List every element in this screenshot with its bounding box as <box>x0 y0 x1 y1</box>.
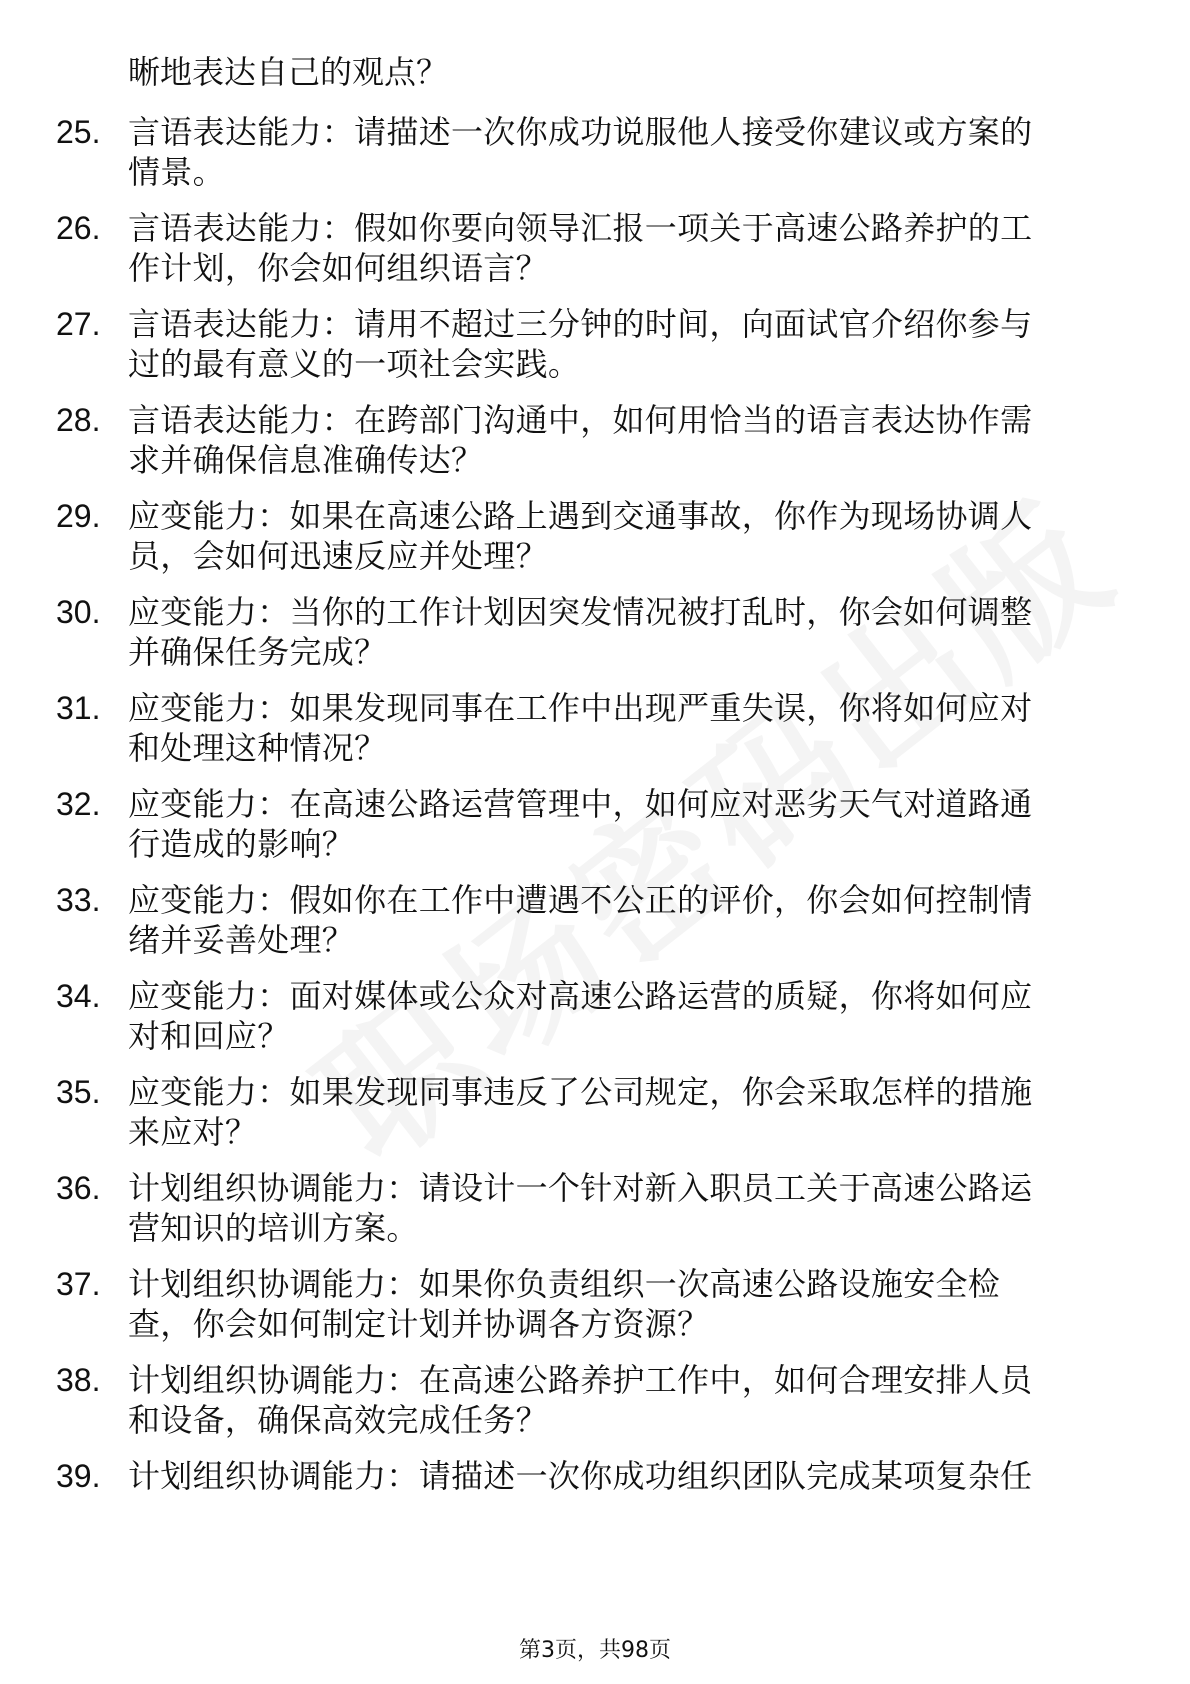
question-line: 和处理这种情况？ <box>128 729 387 767</box>
list-item <box>0 496 1190 580</box>
list-item <box>0 208 1190 292</box>
list-item <box>0 1360 1190 1444</box>
question-line: 计划组织协调能力：在高速公路养护工作中，如何合理安排人员 <box>128 1361 1033 1399</box>
question-number: 31. <box>56 690 101 726</box>
question-line: 和设备，确保高效完成任务？ <box>128 1401 548 1439</box>
question-text <box>128 784 1118 864</box>
list-item <box>0 880 1190 964</box>
question-number: 28. <box>56 402 101 438</box>
question-number: 29. <box>56 498 101 534</box>
question-text <box>128 112 1118 192</box>
question-line: 求并确保信息准确传达？ <box>128 441 484 479</box>
question-text <box>128 592 1118 672</box>
list-item <box>0 1264 1190 1348</box>
question-number: 25. <box>56 114 101 150</box>
question-line: 并确保任务完成？ <box>128 633 387 671</box>
question-line: 应变能力：面对媒体或公众对高速公路运营的质疑，你将如何应 <box>128 977 1033 1015</box>
question-number: 30. <box>56 594 101 630</box>
question-line: 绪并妥善处理？ <box>128 921 355 959</box>
question-text <box>128 1360 1118 1440</box>
question-text <box>128 496 1118 576</box>
question-line: 言语表达能力：在跨部门沟通中，如何用恰当的语言表达协作需 <box>128 401 1033 439</box>
question-number: 38. <box>56 1362 101 1398</box>
question-line: 情景。 <box>128 153 225 191</box>
question-number: 32. <box>56 786 101 822</box>
question-number: 26. <box>56 210 101 246</box>
continuation-text: 晰地表达自己的观点？ <box>128 53 449 91</box>
question-line: 应变能力：在高速公路运营管理中，如何应对恶劣天气对道路通 <box>128 785 1033 823</box>
question-line: 言语表达能力：请用不超过三分钟的时间，向面试官介绍你参与 <box>128 305 1033 343</box>
page-footer: 第3页，共98页 <box>519 1638 671 1663</box>
question-line: 应变能力：假如你在工作中遭遇不公正的评价，你会如何控制情 <box>128 881 1033 919</box>
question-line: 计划组织协调能力：请设计一个针对新入职员工关于高速公路运 <box>128 1169 1033 1207</box>
question-line: 营知识的培训方案。 <box>128 1209 419 1247</box>
list-item <box>0 688 1190 772</box>
question-text <box>128 880 1118 960</box>
list-item <box>0 400 1190 484</box>
question-text <box>128 400 1118 480</box>
question-line: 过的最有意义的一项社会实践。 <box>128 345 581 383</box>
list-item <box>0 1456 1190 1540</box>
question-line: 应变能力：当你的工作计划因突发情况被打乱时，你会如何调整 <box>128 593 1033 631</box>
question-number: 34. <box>56 978 101 1014</box>
question-line: 言语表达能力：请描述一次你成功说服他人接受你建议或方案的 <box>128 113 1033 151</box>
list-item <box>0 1072 1190 1156</box>
question-line: 应变能力：如果发现同事在工作中出现严重失误，你将如何应对 <box>128 689 1033 727</box>
list-item <box>0 304 1190 388</box>
question-line: 应变能力：如果在高速公路上遇到交通事故，你作为现场协调人 <box>128 497 1033 535</box>
question-line: 来应对？ <box>128 1113 258 1151</box>
list-item <box>0 784 1190 868</box>
question-line: 言语表达能力：假如你要向领导汇报一项关于高速公路养护的工 <box>128 209 1033 247</box>
question-text <box>128 1168 1118 1248</box>
question-number: 39. <box>56 1458 101 1494</box>
question-number: 36. <box>56 1170 101 1206</box>
question-line: 作计划，你会如何组织语言？ <box>128 249 548 287</box>
question-number: 27. <box>56 306 101 342</box>
question-line: 对和回应？ <box>128 1017 290 1055</box>
question-text <box>128 304 1118 384</box>
list-item <box>0 1168 1190 1252</box>
question-line: 计划组织协调能力：请描述一次你成功组织团队完成某项复杂任 <box>128 1457 1033 1495</box>
question-number: 33. <box>56 882 101 918</box>
list-item <box>0 112 1190 196</box>
question-number: 37. <box>56 1266 101 1302</box>
question-text <box>128 1456 1118 1496</box>
question-text <box>128 688 1118 768</box>
question-text <box>128 208 1118 288</box>
list-item <box>0 592 1190 676</box>
question-line: 计划组织协调能力：如果你负责组织一次高速公路设施安全检 <box>128 1265 1001 1303</box>
question-line: 行造成的影响？ <box>128 825 355 863</box>
question-text <box>128 976 1118 1056</box>
question-line: 查，你会如何制定计划并协调各方资源？ <box>128 1305 710 1343</box>
question-text <box>128 1072 1118 1152</box>
question-line: 应变能力：如果发现同事违反了公司规定，你会采取怎样的措施 <box>128 1073 1033 1111</box>
question-number: 35. <box>56 1074 101 1110</box>
question-text <box>128 1264 1118 1344</box>
list-item <box>0 976 1190 1060</box>
question-line: 员，会如何迅速反应并处理？ <box>128 537 548 575</box>
